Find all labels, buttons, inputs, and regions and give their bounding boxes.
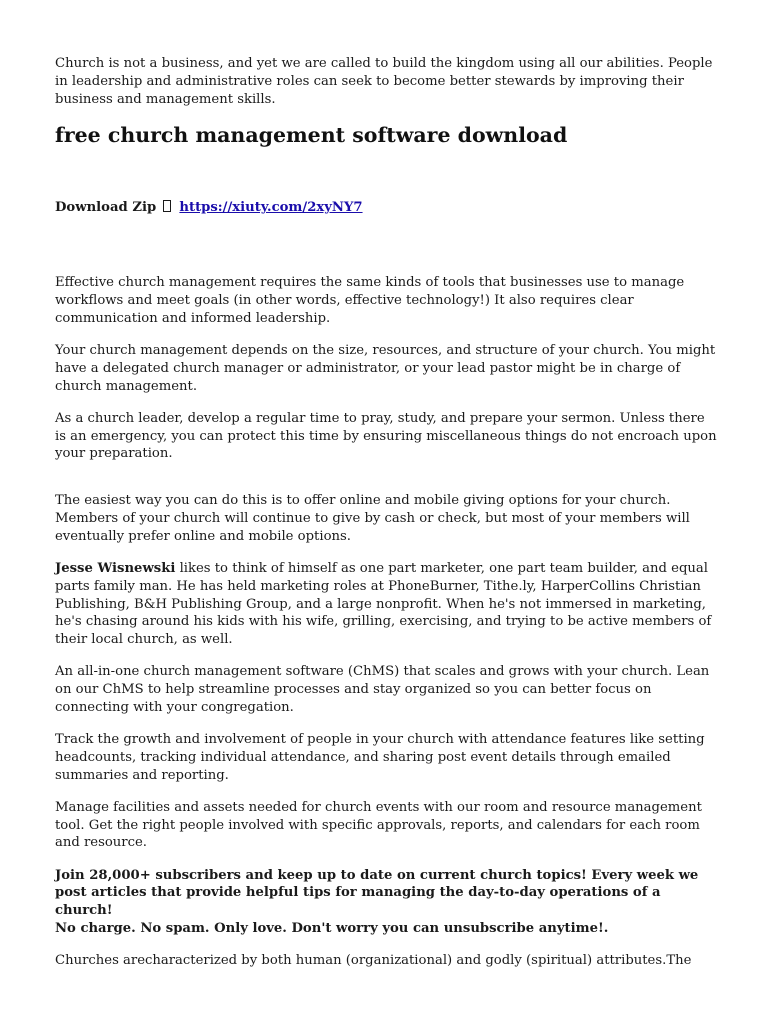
document-page (55, 55, 717, 984)
page-title: free church management software download (55, 123, 568, 148)
paragraph-attendance: Track the growth and involvement of people in your church with attendance features like setting headcounts, tracking individual attendance, and sharing post event details through emailed summaries and reporting. (55, 732, 705, 783)
author-name: Jesse Wisnewski (55, 560, 176, 576)
download-link[interactable]: https://xiuty.com/2xyNY7 (179, 200, 363, 216)
paragraph-management-depends: Your church management depends on the size, resources, and structure of your church. You might have a delegated church manager or administrator, or your lead pastor might be in charge of church management. (55, 342, 716, 394)
paragraph-church-leader: As a church leader, develop a regular time to pray, study, and prepare your sermon. Unless there is an emergency, you can protect this time by ensuring miscellaneous things do not encroach upon your preparation. (55, 410, 717, 462)
missing-glyph-icon (163, 200, 171, 212)
author-bio (55, 560, 717, 649)
paragraph-online-giving: The easiest way you can do this is to offer online and mobile giving options for your church. Members of your church will continue to give by cash or check, but most of your members will eventually prefer online and mobile options. (55, 493, 690, 544)
subscribe-line-1: Join 28,000+ subscribers and keep up to date on current church topics! Every week we post articles that provide helpful tips for managing the day-to-day operations of a church! (55, 867, 699, 919)
paragraph-effective-management: Effective church management requires the same kinds of tools that businesses use to manage workflows and meet goals (in other words, effective technology!) It also requires clear communication and informed leadership. (55, 275, 685, 326)
subscribe-line-2: No charge. No spam. Only love. Don't worry you can unsubscribe anytime!. (55, 921, 609, 937)
subscribe-callout (55, 867, 717, 938)
paragraph-chms: An all-in-one church management software (ChMS) that scales and grows with your church. Lean on our ChMS to help streamline processes and stay organized so you can better focus on connecting with your congregation. (55, 664, 710, 715)
paragraph-facilities: Manage facilities and assets needed for church events with our room and resource management tool. Get the right people involved with specific approvals, reports, and calendars for each room and resource. (55, 799, 702, 851)
paragraph-churches-characterized: Churches arecharacterized by both human (organizational) and godly (spiritual) attributes.The (55, 953, 692, 969)
intro-paragraph: Church is not a business, and yet we are called to build the kingdom using all our abilities. People in leadership and administrative roles can seek to become better stewards by improving their business and management skills. (55, 56, 713, 107)
download-label: Download Zip (55, 200, 157, 216)
author-bio-text: likes to think of himself as one part marketer, one part team builder, and equal parts family man. He has held marketing roles at PhoneBurner, Tithe.ly, HarperCollins Christian Publishing, B&H Publishing Group, and a large nonprofit. When he's not immersed in marketing, he's chasing around his kids with his wife, grilling, exercising, and trying to be active members of their local church, as well. (55, 560, 712, 648)
download-line (55, 199, 717, 217)
